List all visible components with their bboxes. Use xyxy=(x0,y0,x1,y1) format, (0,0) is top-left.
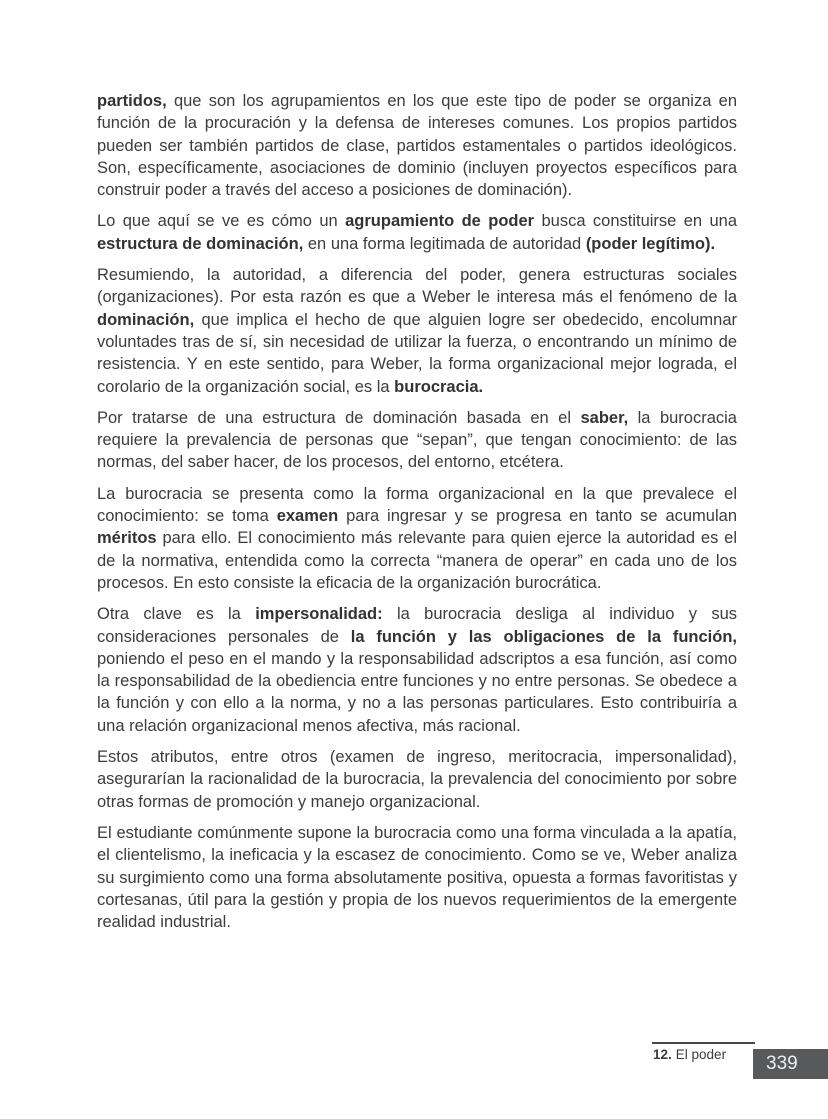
paragraph: Por tratarse de una estructura de dominación basada en el saber, la burocracia requiere la prevalencia de personas que “sepan”, que tengan conocimiento: de las normas, del saber hacer, de los procesos, del entorno, etcétera. xyxy=(97,408,737,472)
paragraph: La burocracia se presenta como la forma organizacional en la que prevalece el conocimiento: se toma examen para ingresar y se progresa en tanto se acumulan méritos para ello. El conocimiento más relevante para quien ejerce la autoridad es el de la normativa, entendida como la correcta “manera de operar” en cada uno de los procesos. En esto consiste la eficacia de la organización burocrática. xyxy=(97,484,737,592)
paragraph: El estudiante comúnmente supone la burocracia como una forma vinculada a la apatía, el clientelismo, la ineficacia y la escasez de conocimiento. Como se ve, Weber analiza su surgimiento como una forma absolutamente positiva, opuesta a formas favoritistas y cortesanas, útil para la gestión y propia de los nuevos requerimientos de la emergente realidad industrial. xyxy=(97,823,737,932)
chapter-title: El poder xyxy=(675,1047,727,1062)
page-number: 339 xyxy=(766,1053,798,1074)
chapter-number: 12. xyxy=(653,1047,672,1062)
text-block xyxy=(97,90,737,942)
page-number-box xyxy=(753,1049,828,1079)
paragraph: Lo que aquí se ve es cómo un agrupamiento de poder busca constituirse en una estructura de dominación, en una forma legitimada de autoridad (poder legítimo). xyxy=(97,212,738,253)
footer-rule xyxy=(652,1042,755,1044)
paragraph: Estos atributos, entre otros (examen de ingreso, meritocracia, impersonalidad), asegurarían la racionalidad de la burocracia, la prevalencia del conocimiento por sobre otras formas de promoción y manejo organizacional. xyxy=(97,748,737,811)
paragraph: Otra clave es la impersonalidad: la burocracia desliga al individuo y sus consideraciones personales de la función y las obligaciones de la función, poniendo el peso en el mando y la responsabilidad adscriptos a esa función, así como la responsabilidad de la obediencia entre funciones y no entre personas. Se obedece a la función y con ello a la norma, y no a las personas particulares. Esto contribuiría a una relación organizacional menos afectiva, más racional. xyxy=(97,605,737,735)
paragraph: partidos, que son los agrupamientos en los que este tipo de poder se organiza en función de la procuración y la defensa de intereses comunes. Los propios partidos pueden ser también partidos de clase, partidos estamentales o partidos ideológicos. Son, específicamente, asociaciones de dominio (incluyen proyectos específicos para construir poder a través del acceso a posiciones de dominación). xyxy=(97,92,737,200)
footer-chapter-label xyxy=(653,1047,726,1062)
paragraph: Resumiendo, la autoridad, a diferencia del poder, genera estructuras sociales (organizaciones). Por esta razón es que a Weber le interesa más el fenómeno de la dominación, que implica el hecho de que alguien logre ser obedecido, encolumnar voluntades tras de sí, sin necesidad de utilizar la fuerza, o encontrando un mínimo de resistencia. Y en este sentido, para Weber, la forma organizacional mejor lograda, el corolario de la organización social, es la burocracia. xyxy=(97,266,737,396)
